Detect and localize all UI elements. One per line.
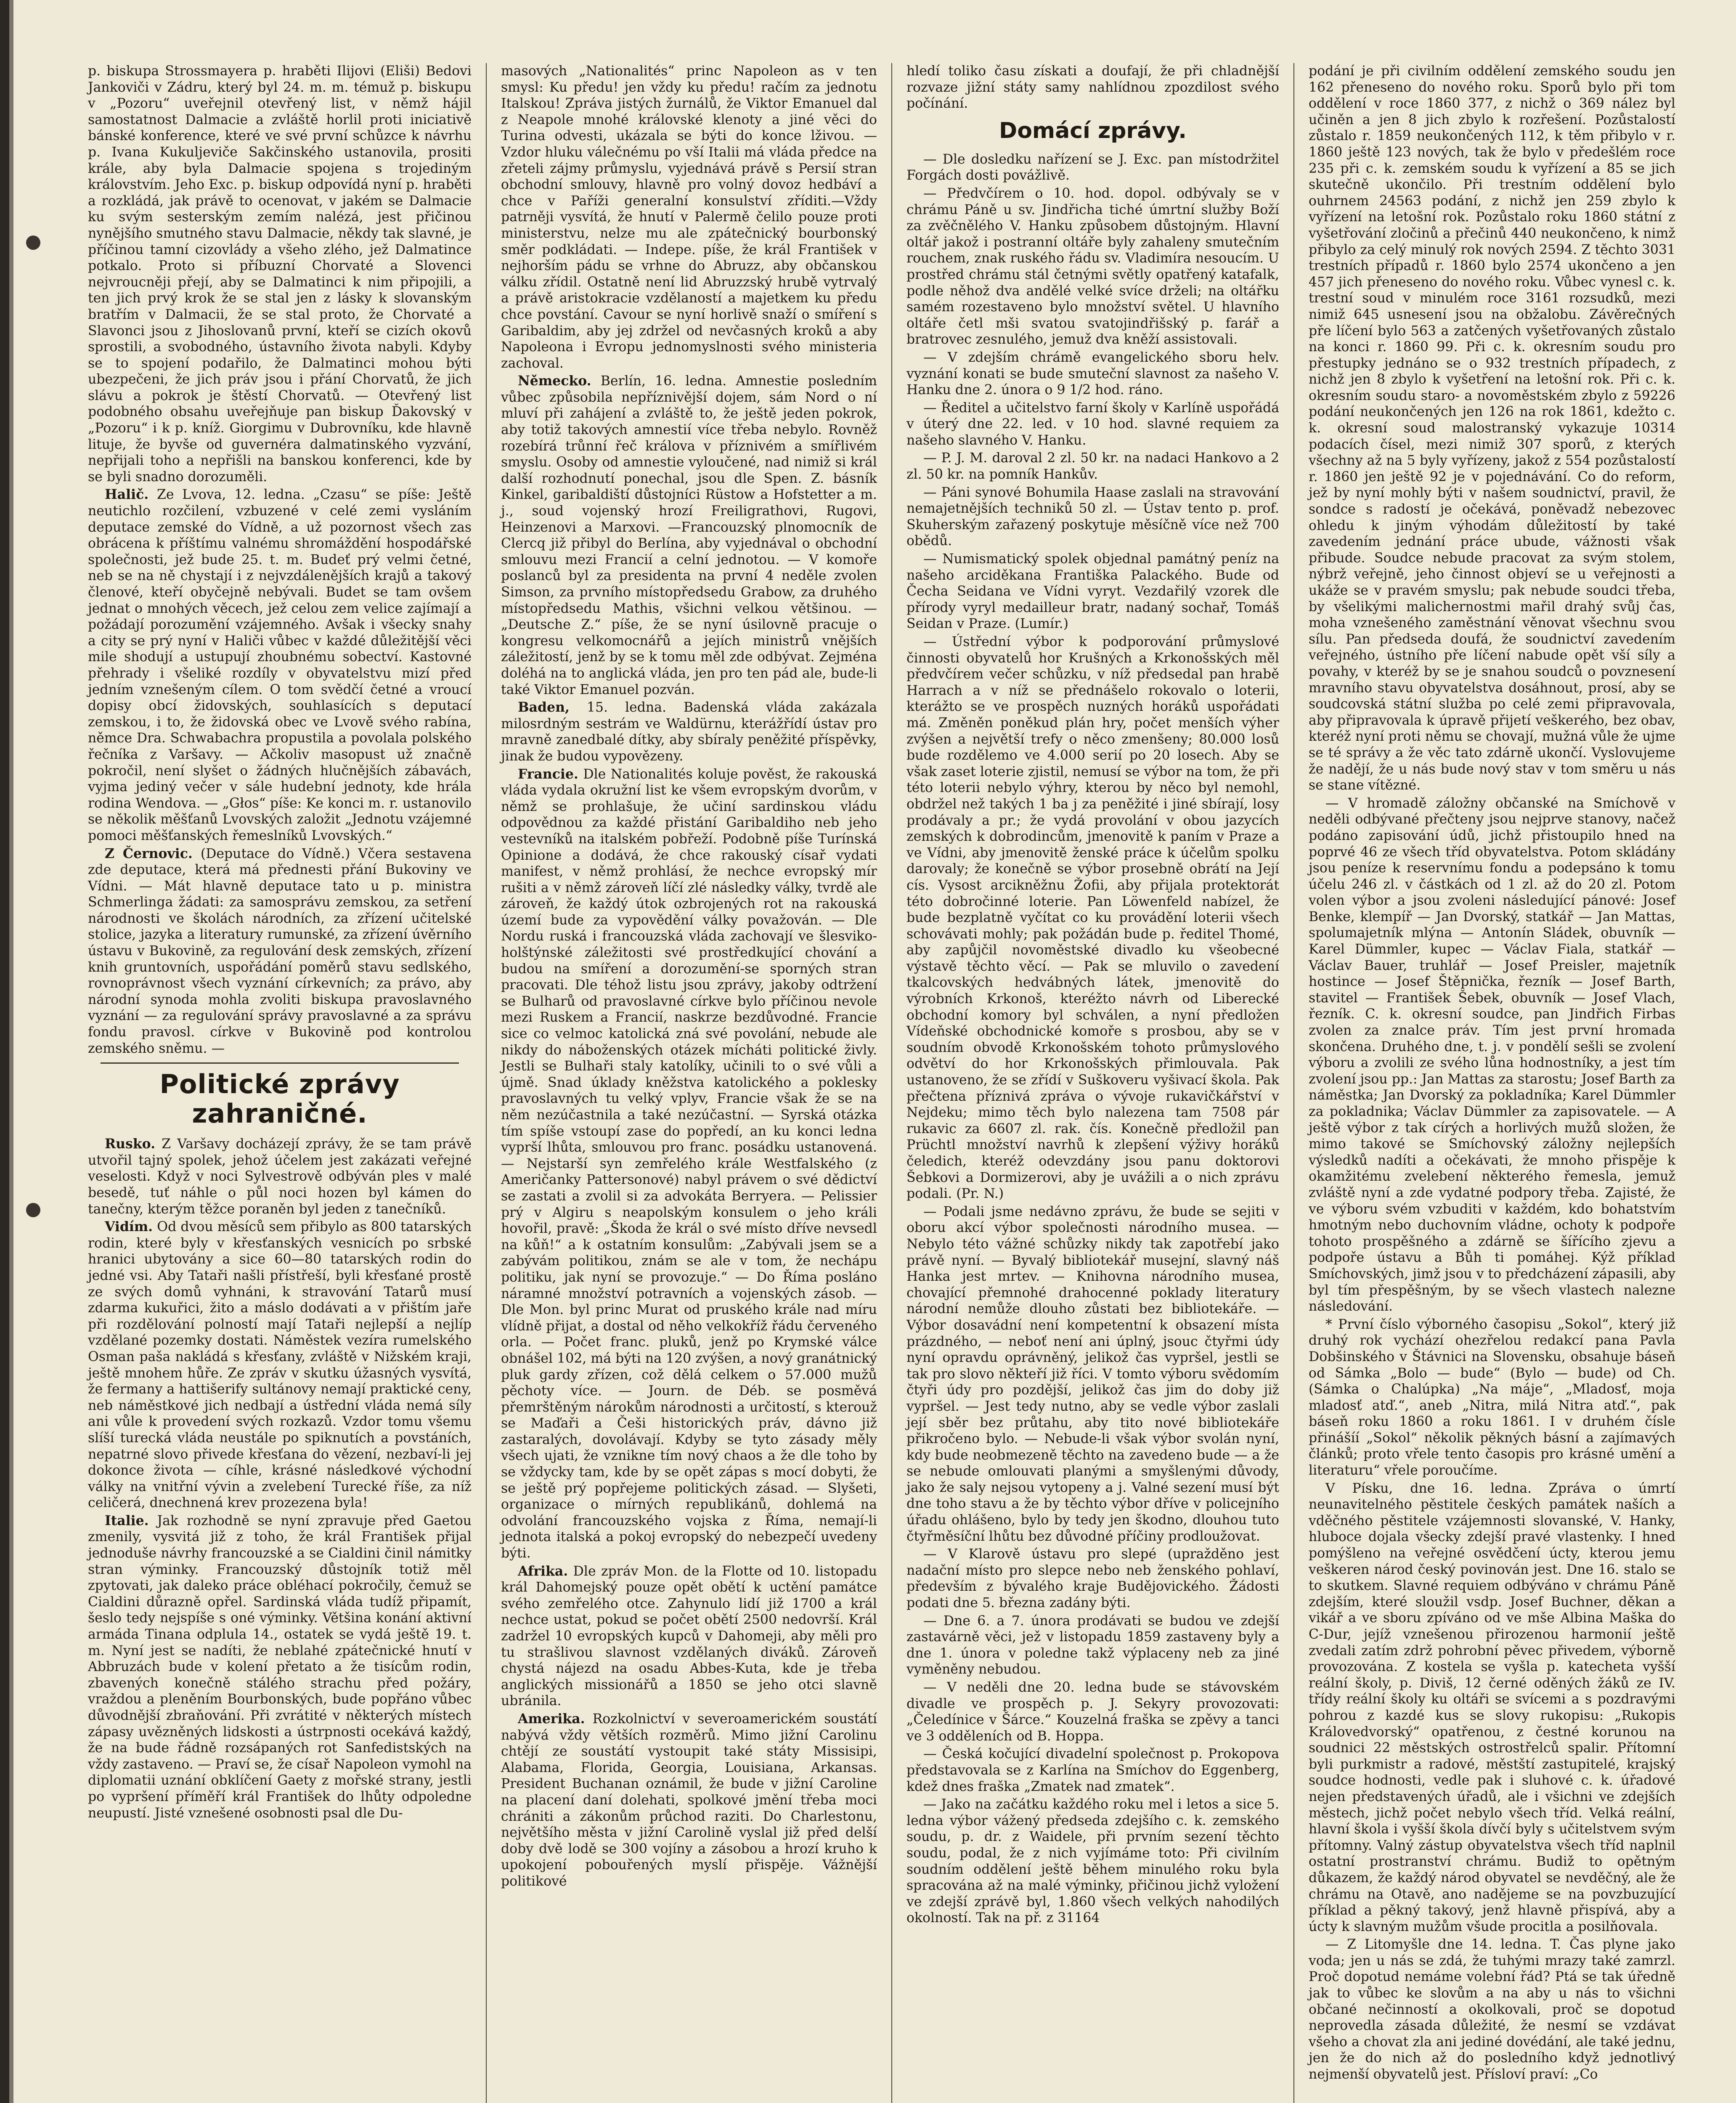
- article-paragraph: [501, 766, 877, 1562]
- article-paragraph: [906, 634, 1279, 1202]
- paragraph-text: p. biskupa Strossmayera p. hraběti Ilijovi (Eliši) Bedovi Jankoviči v Zádru, který byl 24. m. m. témuž p. biskupu v „Pozoru“ uveřejnil otevřený list, v němž hájil samostatnost Dalmacie a zvláště horlil proti iniciativě bánské konference, které ve své první schůzce k návrhu p. Ivana Kukuljeviče Sakčinského ustanovila, prositi krále, aby byla Dalmacie spojena s trojediným královstvím. Jeho Exc. p. biskup odpovídá nyní p. hraběti a rozkládá, jak právě to ocenovat, v jakém se Dalmacie ku svým sesterským zemím nalézá, jest přičinou nynějšího smutného stavu Dalmacie, někdy tak slavné, je příčinou tamní cizovlády a všeho zlého, jež Dalmatince potkalo. Proto si příbuzní Chorvaté a Slovenci nejvroucněji přejí, aby se Dalmatinci k nim připojili, a ten jich prvý krok že se stal jen z lásky k slovanským bratřím v Dalmacii, že se stal proto, že Chorvaté a Slavonci jsou z Jihoslovanů první, kteří se cizích okovů sprostili, a svobodného, ústavního života nabyli. Kdyby se to spojení podařilo, že Dalmatinci mohou býti ubezpečeni, že jich práv jsou i přání Chorvatů, že jich slávu a pokrok je štěstí Chorvatů. — Otevřený list podobného obsahu uveřejňuje pan biskup Ďakovský v „Pozoru“ i k p. kníž. Giorgimu v Dubrovníku, kde hlavně lituje, že byvše od guvernéra dalmatinského vyzvání, nepřijali toho a nepřišli na banskou konferenci, kde by se byli snadno dorozuměli.: [88, 64, 472, 485]
- article-paragraph: [906, 1204, 1279, 1544]
- section-heading: Politické zprávy zahraničné.: [159, 1069, 400, 1129]
- article-paragraph: [501, 63, 877, 371]
- paragraph-text: Z Varšavy docházejí zprávy, že se tam právě utvořil tajný spolek, jehož účelem jest zakázati veřejné veselosti. Když v noci Sylvestrově odbýván ples v malé besedě, tuť náhle o půl noci hozen byl kámen do tanečny, kterým těžce poraněn byl jeden z tanečníků.: [88, 1136, 472, 1217]
- column-2: [486, 63, 891, 2103]
- article-paragraph: [906, 350, 1279, 398]
- paragraph-text: — V neděli dne 20. ledna bude se stávovském divadle ve prospěch p. J. Sekyry provozovati: „Čeledínice v Šárce.“ Kouzelná fraška se zpěvy a tanci ve 3 odděleních od B. Hoppa.: [906, 1680, 1279, 1744]
- paragraph-text: Rozkolnictví v severoamerickém soustátí nabývá vždy větších rozměrů. Mimo jižní Carolinu chtějí ze soustátí vystoupit také státy Missisipi, Alabama, Florida, Georgia, Louisiana, Arkansas. President Buchanan oznámil, že bude v jižní Caroline na placení daní dolehati, spolkové jmění třeba moci chrániti a zákonům průchod raziti. Do Charlestonu, největšího města v jižní Carolině vyslal již před delší doby dvě lodě se 300 vojíny a zásobou a hrozí kruho k upokojení pobouřených myslí přispěje. Vážnější politikové: [501, 1711, 877, 1889]
- paragraph-text: — Předvčírem o 10. hod. dopol. odbývaly se v chrámu Páně u sv. Jindřicha tiché úmrtní služby Boží za zvěčnělého V. Hanku způsobem důstojným. Hlavní oltář jakož i postranní oltáře byly zahaleny smutečním rouchem, znak ruského řádu sv. Vladimíra nesoucím. U prostřed chrámu stál četnými světly opatřený katafalk, podle něhož dva andělé velké svíce drželi; na oltářku samém rozestaveno bylo množství světel. U hlavního oltáře četl mši svatou svatojindřišský p. farář a bratrovec zesnulého, jemuž dva kněží assistovali.: [906, 185, 1279, 347]
- paragraph-text: — Dne 6. a 7. února prodávati se budou ve zdejší zastavárně věci, jež v listopadu 1859 zastaveny byly a dne 1. února v poledne takž výplaceny neb za jiné vyměněny nebudou.: [906, 1613, 1279, 1677]
- article-paragraph: [906, 1613, 1279, 1678]
- paragraph-lead: Rusko.: [105, 1136, 156, 1152]
- punch-hole: [26, 1203, 40, 1217]
- article-paragraph: [501, 1563, 877, 1709]
- paragraph-text: — Ústřední výbor k podporování průmyslové činnosti obyvatelů hor Krušných a Krkonošských měl předvčírem večer schůzku, v níž předsedal pan hrabě Harrach a v níž se přednášelo rokovalo o loterii, kterážto se ve prospěch nuzných horáků uspořádati má. Změněn poněkud plán hry, počet menších výher zvýšen a největší trefy o něco zmenšeny; 80.000 losů bude rozdělemo ve 4.000 serií po 20 losech. Aby se však zaset loterie zjistil, nemusí se výbor na tom, že při této loterii nebylo výhry, kterou by něco byl nemohl, obdržel než takých 1 ba j za peněžité i jiné sbírají, losy prodávaly a pr.; že vydá provolání v obou jazycích zemských k dobrodincům, jmenovitě k paním v Praze a ve Vídni, aby jmenovitě ženské práce k účelům spolku darovaly; že konečně se výbor prosebně obrátí na Její cís. Vysost arcikněžnu Žofii, aby přijala protektorát této dobročinné loterie. Pan Löwenfeld nabízel, že bude bezplatně vyčítat co ku provádění loterii všech schovávati mohly; pak požádán bude p. ředitel Thomé, aby zapůjčil novoměstské divadlo ku všeobecné výstavě těchto věcí. — Pak se mluvilo o zavedení tkalcovských hedvábných látek, jmenovitě do výrobních Krkonoš, kteréžto návrh od Liberecké obchodní komory byl schválen, a nyní předložen Vídeňské obchodnické komoře s prosbou, aby se v soudním obvodě Krkonošském tohoto průmyslového odvětví do hor Krkonošských přimlouvala. Pak ustanoveno, že se zřídí v Suškoveru vyšivací škola. Pak přečtena příznivá zpráva o vývoje rukavičkářství v Nejdeku; mimo těch bylo nalezena tam 7508 pár rukavic za 6607 zl. rak. čís. Konečně předložil pan Prüchtl množství navrhů k zlepšení výživy horáků čeledich, kteréž odevzdány jsou panu doktorovi Šebkovi a Dormizerovi, aby je uvážili a o nich zprávu podali. (Pr. N.): [906, 634, 1279, 1202]
- article-paragraph: [1309, 1936, 1675, 2082]
- column-3: [891, 63, 1293, 2103]
- paragraph-text: — Česká kočující divadelní společnost p. Prokopova představovala se z Karlína na Smíchov do Eggenberg, kdež dnes fraška „Zmatek nad zmatek“.: [906, 1746, 1279, 1794]
- article-paragraph: [1309, 63, 1675, 794]
- article-paragraph: [501, 373, 877, 698]
- article-paragraph: [501, 1711, 877, 1890]
- article-paragraph: [88, 846, 472, 1057]
- paragraph-text: — V Klarově ústavu pro slepé (upražděno jest nadační místo pro slepce nebo neb ženského pohlaví, především z bývalého kraje Budějovického. Žádosti podati dne 5. března zadány býti.: [906, 1547, 1279, 1611]
- article-paragraph: [501, 699, 877, 764]
- article-paragraph: [88, 1136, 472, 1217]
- article-paragraph: [906, 450, 1279, 482]
- paragraph-text: — Jako na začátku každého roku mel i letos a sice 5. ledna výbor vážený předseda zdejšího c. k. zemského soudu, p. dr. z Waidele, při prvním sezení těchto soudu, podal, že z nich vyjímáme toto: Při civilním soudním oddělení ještě během minulého roku byla spracována až na malé výminky, přičinou jichž vyložení ve zdejší zprávě byl, 1.860 všech velkých nahodilých okolností. Tak na př. z 31164: [906, 1797, 1279, 1926]
- paragraph-lead: Německo.: [518, 373, 591, 389]
- paragraph-lead: Z Černovic.: [105, 845, 193, 861]
- article-paragraph: [906, 63, 1279, 112]
- article-paragraph: [906, 1679, 1279, 1744]
- paragraph-text: Ze Lvova, 12. ledna. „Czasu“ se píše: Ještě neutichlo rozčilení, vzbuzené v celé zemi vysláním deputace zemské do Vídně, a už pozornost všech zas obrácena k příštímu valnému shromáždění hospodářské společnosti, jež bude 25. t. m. Budeť prý velmi četné, neb se na ně chystají i z nejvzdálenějších krajů a takový členové, kteří obyčejně nebývali. Budet se tam ovšem jednat o mnohých věcech, jež celou zem velice zajímají a požádají porozumění vzájemného. Avšak i všecky snahy a city se prý nyní v Haliči vůbec v každé důležitější věci mile shodují a ustupují zhoubnému sobectví. Kastovné přehrady i všeliké rozdíly v obyvatelstvu mizí před jedním vznešeným cílem. O tom svědčí četné a vroucí dopisy obcí židovských, souhlasících s deputací zemskou, i to, že židovská obec ve Lvově svého rabína, němce Dra. Schwabachra propustila a povolala polského řečníka z Varšavy. — Ačkoliv masopust už značně pokročil, není slyšet o žádných hlučnějších zábavách, vyjma jediný večer v sále hudební jednoty, kde hrála rodina Wendova. — „Głos“ píše: Ke konci m. r. ustanovilo se několik měšťanů Lvovských založit „Jednotu vzájemné pomoci měšťanských řemeslníků Lvovských.“: [88, 487, 472, 843]
- column-4: [1293, 63, 1690, 2103]
- paragraph-text: podání je při civilním oddělení zemského soudu jen 162 přeneseno do nového roku. Sporů bylo při tom oddělení v roce 1860 377, z nichž o 369 nález byl učiněn a jen 8 jich zbylo k rozřešení. Pozůstalostí zůstalo r. 1859 neukončených 112, k těm přibylo v r. 1860 ještě 123 nových, tak že bylo v předešlém roce 235 při c. k. zemském soudu k vyřízení a 85 se jich skutečně ukončilo. Při trestním oddělení bylo ouhrnem 24563 podání, z nichž jen 259 zbylo k vyřízení na letošní rok. Pozůstalo roku 1860 státní z vyšetřování zločinů a přečinů 440 neukončeno, k nimž přibylo za celý minulý rok nových 2594. Z těchto 3031 trestních případů r. 1860 bylo 2574 ukončeno a jen 457 jich přeneseno do nového roku. Vůbec vynesl c. k. trestní soud v minulém roce 3161 rozsudků, mezi nimiž 645 usnesení jsou na obžalobu. Závěrečných pře líčení bylo 563 a zatčených vyšetřovaných zůstalo na konci r. 1860 99. Při c. k. okresním soudu pro přestupky jednáno se o 932 trestních případech, z nichž jen 8 zbylo k vyšetření na letošní rok. Při c. k. okresním soudu staro- a novoměstském zbylo z 59226 podání neukončených jen 126 na rok 1861, kdežto c. k. okresní soud malostranský vykazuje 10314 podacích čísel, mezi nimiž 307 sporů, z kterých všechny až na 5 byly vyřízeny, jakož z 554 pozůstalostí r. 1860 jen ještě 92 je v pojednávání. Co do reform, jež by nyní mohly býti v našem soudnictví, pravil, že sondce s radostí je očekává, poněvadž nebezovec ohledu k jiným výhodám důležitostí by také zavedením jednání práce ubude, vážnosti však přibude. Soudce nebude pracovat za svým stolem, nýbrž veřejně, jeho činnost objeví se u veřejnosti a ukáže se v pravém smyslu; pak nebude soudci třeba, by všelikými malichernostmi mařil drahý svůj čas, moha vznešeného zaměstnání věnovat všechnu svou sílu. Pan předseda doufá, že soudnictví zavedením veřejného, ústního pře líčení nabude opět vší síly a povahy, v kteréž by se je snahou soudců o povznesení mravního stavu obyvatelstva dosáhnout, prosí, aby se soudcovská státní služba po celé zemi připravovala, aby připravovala k úpravě přijetí veškerého, bez obav, kteréž nyní proti němu se chovají, mužná vůle že ujme se té správy a že věc tato zdárně ukončí. Vyslovujeme že nadějí, že u nás bude nový stav v tom směru u nás se stane vítězné.: [1309, 64, 1675, 793]
- paragraph-text: Dle Nationalités koluje pověst, že rakouská vláda vydala okružní list ke všem evropským dvorům, v němž se prohlašuje, že učiní sardinskou vládu odpovědnou za každé přistání Garibaldiho neb jeho vestevníků na italském pobřeží. Podobně píše Turínská Opinione a dodává, že chce rakouský císař vydati manifest, v němž prohlásí, že nechce evropský mír rušiti a v němž zároveň líčí zlé následky války, tvrdě ale zároveň, že každý útok ozbrojených rot na rakouská území bude za vypovědění války považován. — Dle Nordu ruská i francouzská vláda zachovají ve šlesviko-holštýnské záležitosti své prostředkující chování a budou na smíření a dorozumění-se sporných stran pracovati. Dle téhož listu jsou zprávy, jakoby odtržení se Bulharů od pravoslavné církve bylo příčinou nevole mezi Ruskem a Francií, naskrze bezdůvodné. Francie sice co velmoc katolická zná své povolání, nebude ale nikdy do náboženských otázek mícháti politické živly. Jestli se Bulhaři staly katolíky, učinili to o své vůli a újmě. Snad úklady kněžstva katolického a poklesky pravoslavných tu velký vplyv, Francie však že se na něm nezúčastnila a také nezúčastní. — Syrská otázka tím spíše vstoupí zase do popředí, an ku konci ledna vyprší lhůta, smlouvou pro franc. posádku ustanovená. — Nejstarší syn zemřelého krále Westfalského (z Američanky Pattersonové) nabyl právem o své dědictví se zastati a zvolil si za advokáta Berryera. — Pelissier prý v Algiru s neapolským konsulem o jeho králi hovořil, pravě: „Škoda že král o své místo dříve nevsedl na kůň!“ a k ostatním konsulům: „Zabývali jsem se a zabývám politikou, znám se ale v tom, že nechápu politiku, jak nyní se provozuje.“ — Do Říma posláno náramné množství potravních a vojenských zásob. — Dle Mon. byl princ Murat od pruského krále nad míru vlídně přijat, a dostal od něho velkokříž řádu červeného orla. — Počet franc. pluků, jenž po Krymské válce obnášel 102, má býti na 120 zvýšen, a nový granátnický pluk gardy zřízen, což dělá celkem o 57.000 mužů pěchoty více. — Journ. de Déb. se posměvá přemrštěným nárokům národnosti a určitostí, s kterouž se Maďaři a Češi historických práv, dávno již zastaralých, dovolávají. Kdyby se tyto zásady měly všech ujati, že vznikne tím nový chaos a že dle toho by se vždycky tam, kde by se opět zápas s mocí dobyti, že se ještě prý popřejeme politických zásad. — Slyšeti, organizace o mírných republikánů, dohlemá na odvolání francouzského vojska z Říma, nemají-li jednota italská a pokoj evropský do nebezpečí uvedeny býti.: [501, 766, 877, 1561]
- paragraph-text: — Dle dosledku nařízení se J. Exc. pan místodržitel Forgách dosti povážlivě.: [906, 151, 1279, 183]
- article-paragraph: [1309, 1316, 1675, 1479]
- paragraph-text: Dle zpráv Mon. de la Flotte od 10. listopadu král Dahomejský pouze opět obětí k uctění památce svého zemřelého otce. Zahynulo lidí již 1700 a král nechce ustat, pokud se počet obětí 2500 nedovrší. Král zadržel 10 evropských kupců v Dahomeji, aby měli pro tu strašlivou slavnost vzdělaných diváků. Zároveň chystá nájezd na osadu Abbes-Kuta, kde je třeba anglických missionářů a 1850 se jeho otci slavně ubránila.: [501, 1563, 877, 1709]
- paragraph-text: 15. ledna. Badenská vláda zakázala milosrdným sestrám ve Waldürnu, kterážřídí ústav pro mravně zanedbalé dítky, aby sbíraly peněžité příspěvky, jinak že budou vypovězeny.: [501, 700, 877, 764]
- paragraph-text: hledí toliko času získati a doufají, že při chladnější rozvaze jižní státy samy nahlídnou zpozdilost svého počínání.: [906, 64, 1279, 111]
- article-paragraph: [906, 151, 1279, 184]
- scan-binding-shadow: [9, 0, 13, 2103]
- article-paragraph: [906, 551, 1279, 632]
- article-paragraph: [906, 1796, 1279, 1926]
- paragraph-text: V Písku, dne 16. ledna. Zpráva o úmrtí neunavitelného pěstitele českých památek naších a vděčného pěstitele vzájemnosti slovanské, V. Hanky, hluboce dojala všecky zdejší pravé vlastenky. I hned pomýšleno na veřejné osvědčení úcty, kterou jemu veškeren národ český povinován jest. Dne 16. stalo se to skutkem. Slavné requiem odbýváno v chrámu Páně zdejším, které sloužil vsdp. Josef Buchner, děkan a vikář a ve sboru zpíváno od ve mše Albina Maška do C-Dur, jejíž vznešenou přirozenou harmonií ještě zvedali zatím zdrž pohrobní pěvec přivedem, výborně provozována. Z kostela se vyšla p. katecheta vyšší reální školy, p. Diviš, 12 černé oděných žáků ze IV. třídy reální školy ku oltáři se svícemi a s pozdravými pohrou z kazdé kus se slovy rukopisu: „Rukopis Královedvorský“ opatřenou, z čestné korunou na soudnici 22 městských ostrostřelců spalir. Přítomní byli purkmistr a radové, městští zastupitelé, krajský soudce hodnosti, vedle pak i sluhové c. k. úřadové nejen představených úřadů, ale i všichni ve zdejších městech, jichž počet nebylo všech tříd. Velká reální, hlavní škola i vyšší škola dívčí byly s učitelstvem svým přítomny. Valný zástup obyvatelstva všech tříd naplnil ostatní prostranství chrámu. Budiž to opětným důkazem, že každý národ obyvatel se nevděčný, ale že chrámu na Otavě, ano nadějeme se na povzbuzující příklad a pěkný takový, jenž hlavně přispívá, aby a úcty k slavným mužům všude procitla a posilňovala.: [1309, 1481, 1675, 1934]
- paragraph-text: — V hromadě záložny občanské na Smíchově v neděli odbývané přečteny jsou nejprve stanovy, načež podáno zapisování údů, jichž přistoupilo hned na poprvé 46 ze všech tříd obyvatelstva. Potom skládány jsou peníze k reservnímu fondu a podepsáno k tomu účelu 246 zl. v částkách od 1 zl. až do 20 zl. Potom volen výbor a jsou zvoleni následující pánové: Josef Benke, klempíř — Jan Dvorský, statkář — Jan Mattas, spolumajetník mlýna — Antonín Sládek, obuvník — Karel Dümmler, kupec — Václav Fiala, statkář — Václav Bauer, truhlář — Josef Preisler, majetník hostince — Josef Štěpnička, řezník — Josef Barth, stavitel — František Šebek, obuvník — Josef Vlach, řezník. C. k. okresní soudce, pan Jindřich Firbas zvolen za znalce práv. Tím jest první hromada skončena. Druhého dne, t. j. v pondělí sešli se zvolení výboru a zvolili ze svého lůna hodnostníky, a jest tím zvolení jsou pp.: Jan Mattas za starostu; Josef Barth za náměstka; Jan Dvorský za pokladníka; Karel Dümmler za pokladnika; Václav Dümmler za zapisovatele. — A ještě výbor z tak círých a horlivých mužů složen, že mimo takové se Smíchovský záložny nejlepších výsledků nadíti a očekávati, že mnoho přispěje k okamžitému zvelebení některého řemesla, jemuž zvláště nyní a zde vydatné podpory třeba. Zajisté, že ve výboru svém vzbuditi v každém, kdo bohatstvím hmotným nebo duchovním vládne, ochoty k podpoře tohoto prospěšného a zdárně se šířícího zjevu a podpoře ústavu a Bůh ti pomáhej. Kýž příklad Smíchovských, jimž jsou v to předcházení zápasili, aby byl tím přespěšným, by se všech vlastech nalezne následování.: [1309, 795, 1676, 1314]
- paragraph-lead: Italie.: [105, 1512, 149, 1528]
- paragraph-lead: Amerika.: [518, 1711, 585, 1727]
- paragraph-lead: Baden,: [518, 699, 570, 715]
- article-paragraph: [906, 1546, 1279, 1611]
- paragraph-text: — P. J. M. daroval 2 zl. 50 kr. na nadaci Hankovo a 2 zl. 50 kr. na pomník Hankův.: [906, 450, 1279, 482]
- article-paragraph: [906, 1746, 1279, 1795]
- section-divider: [101, 1062, 459, 1064]
- article-paragraph: [88, 487, 472, 844]
- paragraph-lead: Vidím.: [105, 1219, 153, 1235]
- paragraph-text: — V zdejším chrámě evangelického sboru helv. vyznání konati se bude smuteční slavnost za našeho V. Hanku dne 2. února o 9 1/2 hod. ráno.: [906, 350, 1279, 398]
- paragraph-text: Jak rozhodně se nyní zpravuje před Gaetou zmenily, vysvitá již z toho, že král František přijal jednoduše návrhy francouzské a se Cialdini činil námitky stran výminky. Francouzský důstojník totiž měl zpytovati, jak daleko práce obléhací pokročily, čemuž se Cialdini důrazně opřel. Sardinská vláda tudíž připamít, šeslo tedy nejspíše s oné výminky. Většina konání aktivní armáda Tinana odplula 14., ostatek se vydá ještě 19. t. m. Nyní jest se nadíti, že neblahé zpátečnické hnutí v Abbruzách bude v kolení přetato a že tisícům rodin, zbavených konečně stálého strachu před požáry, vraždou a pleněním Bourbonských, bude popřáno vůbec důvodnější zbraňování. Při zvrátité v některých místech zápasy uvězněných lidskosti a ústrpnosti ocekává každý, že na bude řádně rozsápaných rot Sanfedistských na vždy zastaveno. — Praví se, že císař Napoleon vymohl na diplomatii uznání obklíčení Gaety z mořské strany, jestli po vypršení příměří král František do lhůty odpoledne neupustí. Jisté vznešené osobnosti psal dle Du-: [88, 1513, 472, 1821]
- paragraph-text: — Z Litomyšle dne 14. ledna. T. Čas plyne jako voda; jen u nás se zdá, že tuhými mrazy také zamrzl. Proč dopotud nemáme volební řád? Ptá se tak úředně jak to vůbec ke slovům a na aby u nás to všichni občané nečinností a okolkovali, proč se dopotud neprovedla zásada důležité, že nesmí se vzdávat všeho a chovat zla ani jediné dovédání, ale také jednu, jen že do nich až do posledního když jednotlivý nejmenší obyvatelů jest. Přísloví praví: „Co: [1309, 1937, 1675, 2082]
- paragraph-text: (Deputace do Vídně.) Včera sestavena zde deputace, která má přednesti přání Bukoviny ve Vídni. — Mát hlavně deputace tato u p. ministra Schmerlinga žádati: za samosprávu zemskou, za setření národnosti ve školách národních, za zřízení učitelské stolice, jazyka a literatury rumunské, za zřízení úvěrního ústavu v Bukovině, za regulování desk zemských, zřízení knih gruntovních, uspořádání poměrů stavu sedlského, rovnoprávnost všech vyznání církevních; za právo, aby národní synoda mohla zvoliti biskupa pravoslavného vyznání — za regulování správy pravoslavné a za správu fondu pravosl. církve v Bukovině pod kontrolou zemského sněmu. —: [88, 846, 472, 1056]
- article-paragraph: [906, 485, 1279, 549]
- paragraph-lead: Halič.: [105, 487, 149, 503]
- paragraph-lead: Francie.: [518, 766, 578, 782]
- paragraph-lead: Afrika.: [518, 1563, 568, 1579]
- column-1: [74, 63, 486, 2103]
- columns: [74, 63, 1690, 2103]
- paragraph-text: — Podali jsme nedávno zprávu, že bude se sejiti v oboru akcí výbor společnosti národního musea. — Nebylo této vážné schůzky nikdy tak zapotřebí jako právě nyní. — Byvalý bibliotekář musejní, slavný náš Hanka jest mrtev. — Knihovna národního musea, chovající přemnohé drahocenné poklady literatury národní nemůže dlouho zůstati bez bibliotekáře. — Výbor dosavádní není kompetentní k obsazení místa prázdného, — neboť není ani úplný, jsouc čtyřmi údy nyní opravdu oprávněný, jelikož čas vypršel, jestli se tak pro slovo někteří již říci. V tomto výboru svědomím čtyři údy pro pozdější, jelikož čas jim do doby již vypršel. — Jest tedy nutno, aby se vedle výbor zaslali její sběr bez průtahu, aby tito nové bibliotekáře přikročeno bylo. — Nebude-li však výbor svolán nyní, kdy bude neobmezeně těchto na zavedeno bude — a že se nebude omlouvati planými a smyšlenými důvody, jako že saly nejsou vytopeny a j. Valné sezení musí být dne toho stavu a že by těchto výbor dříve v policejního úřadu ohlášeno, bylo by tedy jen škodno, dlouhou tuto čtyřměsíční lhůtu bez důvodné příčiny prodloužovat.: [906, 1204, 1279, 1544]
- paragraph-text: — Numismatický spolek objednal památný peníz na našeho arciděkana Františka Palackého. Bude od Čecha Seidana ve Vídni vyryt. Vezdařilý vzorek dle přírody vyryl medailleur bratr, nadaný sochař, Tomáš Seidan v Praze. (Lumír.): [906, 551, 1279, 632]
- article-paragraph: [88, 1219, 472, 1511]
- article-paragraph: [1309, 1481, 1675, 1935]
- article-paragraph: [88, 63, 472, 485]
- punch-hole: [26, 236, 40, 250]
- article-paragraph: [88, 1513, 472, 1821]
- article-paragraph: [1309, 795, 1675, 1315]
- section-heading: Domácí zprávy.: [999, 118, 1187, 143]
- paragraph-text: — Ředitel a učitelstvo farní školy v Karlíně uspořádá v úterý dne 22. led. v 10 hod. slavné requiem za našeho slavného V. Hanku.: [906, 400, 1279, 448]
- article-paragraph: [906, 400, 1279, 449]
- paragraph-text: masových „Nationalités“ princ Napoleon as v ten smysl: Ku předu! jen vždy ku předu! račím za jednotu Italskou! Zpráva jistých žurnálů, že Viktor Emanuel dal z Neapole mnohé královské klenoty a jiné věci do Turina odvesti, ukázala se býti do konce lživou. — Vzdor hluku válečnému po vší Italii má vláda předce na zřeteli zájmy průmyslu, vyjednává právě s Persií stran obchodní smlouvy, hlavně pro volný dovoz hedbáví a chce v Paříži generalní konsulství zříditi.—Vždy patrněji vysvítá, že hnutí v Palermě čelilo pouze proti ministerstvu, nelze mu ale zpátečnický bourbonský směr podkládati. — Indepe. píše, že král František v nejhorším pádu se vrhne do Abruzz, aby občanskou válku zřídil. Ostatně není lid Abruzzský hrubě vytrvalý a právě aristokracie vzdělaností a majetkem ku předu chce povstání. Cavour se nyní horlivě snaží o smíření s Garibaldim, aby jej zdržel od nevčasných kroků a aby Napoleona i Evropu jednomyslnosti svého ministeria zachoval.: [501, 64, 877, 371]
- scan-binding-edge: [0, 0, 9, 2103]
- paragraph-text: * První číslo výborného časopisu „Sokol“, který již druhý rok vychází ohezřelou redakcí pana Pavla Dobšinského v Štávnici na Slovensku, obsahuje báseň od Sámka „Bolo — bude“ (Bylo — bude) od Ch. (Sámka o Chalúpka) „Na máje“, „Mladosť, moja mladosť atď.“, aneb „Nitra, milá Nitra atď.“, pak báseň roku 1860 a roku 1861. I v druhém čísle přinášíí „Sokol“ několik pěkných básní a zajímavých článků; proto vřele tento časopis pro krásné umění a literaturu“ vřele poroučíme.: [1309, 1316, 1675, 1478]
- paragraph-text: — Páni synové Bohumila Haase zaslali na stravování nemajetnějších techniků 50 zl. — Ústav tento p. prof. Skuherským zařazený poskytuje měsíčně více než 700 obědů.: [906, 485, 1279, 549]
- article-paragraph: [906, 185, 1279, 348]
- paragraph-text: Berlín, 16. ledna. Amnestie posledním vůbec způsobila nepříznivější dojem, sám Nord o ní mluví při zahájení a zvláště to, že ještě jeden pokrok, aby totiž takových amnestií více třeba nebylo. Rovněž rozebírá trůnní řeč králova v příznivém a smířlivém smyslu. Osoby od amnestie vyloučené, nad nimiž si král další rozhodnutí ponechal, jsou dle Spen. Z. básník Kinkel, garibaldiští důstojníci Rüstow a Hofstetter a m. j., soud vojenský hrozí Freiligrathovi, Rugovi, Heinzenovi a Marxovi. —Francouzský plnomocník de Clercq již přibyl do Berlína, aby vyjednával o obchodní smlouvu mezi Francií a celní jednotou. — V komoře poslanců byl za presidenta na první 4 neděle zvolen Simson, za prvního místopředsedu Grabow, za druhého místopředsedu Mathis, všichni velkou většinou. — „Deutsche Z.“ píše, že se nyní úsilovně pracuje o kongresu velkomocnářů a jejích ministrů vnějších záležitostí, jenž by se k tomu měl zde odbývat. Zejména doléhá na to anglická vláda, jen pro ten pád ale, bude-li také Viktor Emanuel pozván.: [501, 373, 877, 697]
- paragraph-text: Od dvou měsíců sem přibylo as 800 tatarských rodin, které byly v křesťanských vesnicích po srbské hranici ubytovány a sice 60—80 tatarských rodin do jedné vsi. Aby Tataři našli přístřeší, byli křesťané prostě ze svých domů vyhnáni, k stravování Tatarů musí zdarma kukuřici, žito a máslo dodávati a v přištím jaře při rozdělování polností mají Tataři nejlepší a nejlíp vzdělané pozemky dostati. Náměstek vezíra rumelského Osman paša nakládá s křesťany, zvláště v Nižském kraji, ještě mnohem hůře. Ze zpráv v skutku úžasných vysvítá, že fermany a hattišerify sultánovy nemají praktické ceny, neb náměstkové jich nedbají a ústřední vláda nemá síly ani vůle k provedení svých rozkazů. Vzdor tomu všemu slíší turecká vláda neustále po spiknutích a povstáních, nepatrné slovo přivede křesťana do vězení, nezbaví-li jej dokonce života — cíhle, krásné následkové východní války na vnitřní vývin a zvelebení Turecké říše, za níž celičerá, dnechnená krev prozezena byla!: [88, 1219, 472, 1511]
